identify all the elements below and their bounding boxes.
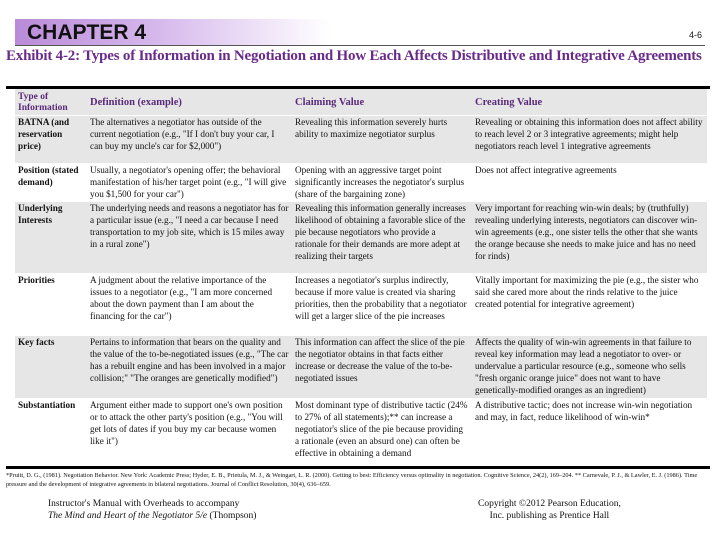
- cell-creating: Very important for reaching win-win deals; by (truthfully) revealing underlying interests, negotiators can discover win-win agreements (e.g., one sister tells the other that she wants the orange because she needs to make juice and has no need for rinds): [472, 202, 707, 274]
- cell-claiming: This information can affect the slice of the pie the negotiator obtains in that facts either increase or decrease the value of the to-be-negotiated issues: [292, 336, 472, 399]
- table-header-row: [15, 89, 707, 116]
- table-row: [15, 116, 707, 164]
- copyright-line1: Copyright ©2012 Pearson Education,: [478, 499, 621, 509]
- table-row: [15, 202, 707, 274]
- information-types-table: [15, 89, 707, 471]
- column-header: Claiming Value: [292, 89, 472, 116]
- cell-type: Key facts: [15, 336, 87, 399]
- cell-type: Underlying Interests: [15, 202, 87, 274]
- cell-claiming: Revealing this information generally increases likelihood of obtaining a favorable slice of the pie because negotiators who provide a rationale for their demands are more adept at realizing their targets: [292, 202, 472, 274]
- cell-definition: Pertains to information that bears on the quality and the value of the to-be-negotiated issues (e.g., "The car has a rebuilt engine and has been involved in a major collision;" "The oranges are genetically modified"): [87, 336, 292, 399]
- cell-claiming: Most dominant type of distributive tactic (24% to 27% of all statements);** can increase a negotiator's slice of the pie because providing a rationale (even an absurd one) can often be effective in obtaining a demand: [292, 399, 472, 471]
- cell-creating: Revealing or obtaining this information does not affect ability to reach level 2 or 3 integrative agreements; might help negotiators reach level 1 integrative agreements: [472, 116, 707, 164]
- cell-claiming: Revealing this information severely hurts ability to maximize negotiator surplus: [292, 116, 472, 164]
- table-row: [15, 164, 707, 202]
- cell-type: Priorities: [15, 274, 87, 336]
- cell-definition: A judgment about the relative importance of the issues to a negotiator (e.g., "I am more concerned about the down payment than I am about the financing for the car"): [87, 274, 292, 336]
- exhibit-title: Exhibit 4-2: Types of Information in Negotiation and How Each Affects Distributive and Integrative Agreements: [6, 48, 702, 64]
- footer-left-line1: Instructor's Manual with Overheads to accompany: [48, 499, 240, 509]
- cell-definition: Argument either made to support one's own position or to attack the other party's position (e.g., "You will get lots of dates if you buy my car because women like it"): [87, 399, 292, 471]
- footer-copyright: [478, 498, 621, 522]
- cell-claiming: Opening with an aggressive target point significantly increases the negotiator's surplus (share of the bargaining zone): [292, 164, 472, 202]
- author: (Thompson): [207, 511, 257, 521]
- cell-type: Substantiation: [15, 399, 87, 471]
- table-bottom-rule: [6, 466, 710, 469]
- table-row: [15, 399, 707, 471]
- footer-left: [48, 498, 256, 522]
- column-header: Type of Information: [15, 89, 87, 116]
- book-title: The Mind and Heart of the Negotiator 5/e: [48, 511, 208, 521]
- column-header: Definition (example): [87, 89, 292, 116]
- chapter-banner: CHAPTER 4: [15, 19, 330, 45]
- cell-definition: The underlying needs and reasons a negotiator has for a particular issue (e.g., "I need a car because I need transportation to my job site, which is 15 miles away in a rural zone"): [87, 202, 292, 274]
- cell-type: BATNA (and reservation price): [15, 116, 87, 164]
- header-divider: [15, 45, 705, 46]
- cell-creating: Vitally important for maximizing the pie (e.g., the sister who said she cared more about the rinds relative to the juice created potential for integrative agreement): [472, 274, 707, 336]
- cell-creating: Does not affect integrative agreements: [472, 164, 707, 202]
- cell-type: Position (stated demand): [15, 164, 87, 202]
- cell-creating: Affects the quality of win-win agreements in that failure to reveal key information may lead a negotiator to over- or undervalue a particular resource (e.g., someone who sells "fresh organic orange juice" does not want to have genetically-modified oranges as an ingredient): [472, 336, 707, 399]
- copyright-line2: Inc. publishing as Prentice Hall: [489, 511, 610, 521]
- table-row: [15, 274, 707, 336]
- cell-definition: Usually, a negotiator's opening offer; the behavioral manifestation of his/her target point (e.g., "I will give you $1,500 for your car"): [87, 164, 292, 202]
- column-header: Creating Value: [472, 89, 707, 116]
- cell-definition: The alternatives a negotiator has outside of the current negotiation (e.g., "If I don't buy your car, I can buy my uncle's car for $2,000"): [87, 116, 292, 164]
- cell-claiming: Increases a negotiator's surplus indirectly, because if more value is created via sharing priorities, then the probability that a negotiator will get a larger slice of the pie increases: [292, 274, 472, 336]
- table-row: [15, 336, 707, 399]
- footnote: *Pruitt, D. G., (1981). Negotiation Behavior. New York: Academic Press; Hyder, E. B., Prietula, M. J., & Weingart, L. R. (2000). Getting to best: Efficiency versus optimality in negotiation. Cognitive Science, 24(2), 169–204. ** Carnevale, P. J., & Lawler, E. J. (1986). Time pressure and the development of integrative agreements in bilateral negotiations. Journal of Conflict Resolution, 30(4), 636–659.: [6, 472, 698, 488]
- page-number: 4-6: [688, 30, 702, 40]
- cell-creating: A distributive tactic; does not increase win-win negotiation and may, in fact, reduce likelihood of win-win*: [472, 399, 707, 471]
